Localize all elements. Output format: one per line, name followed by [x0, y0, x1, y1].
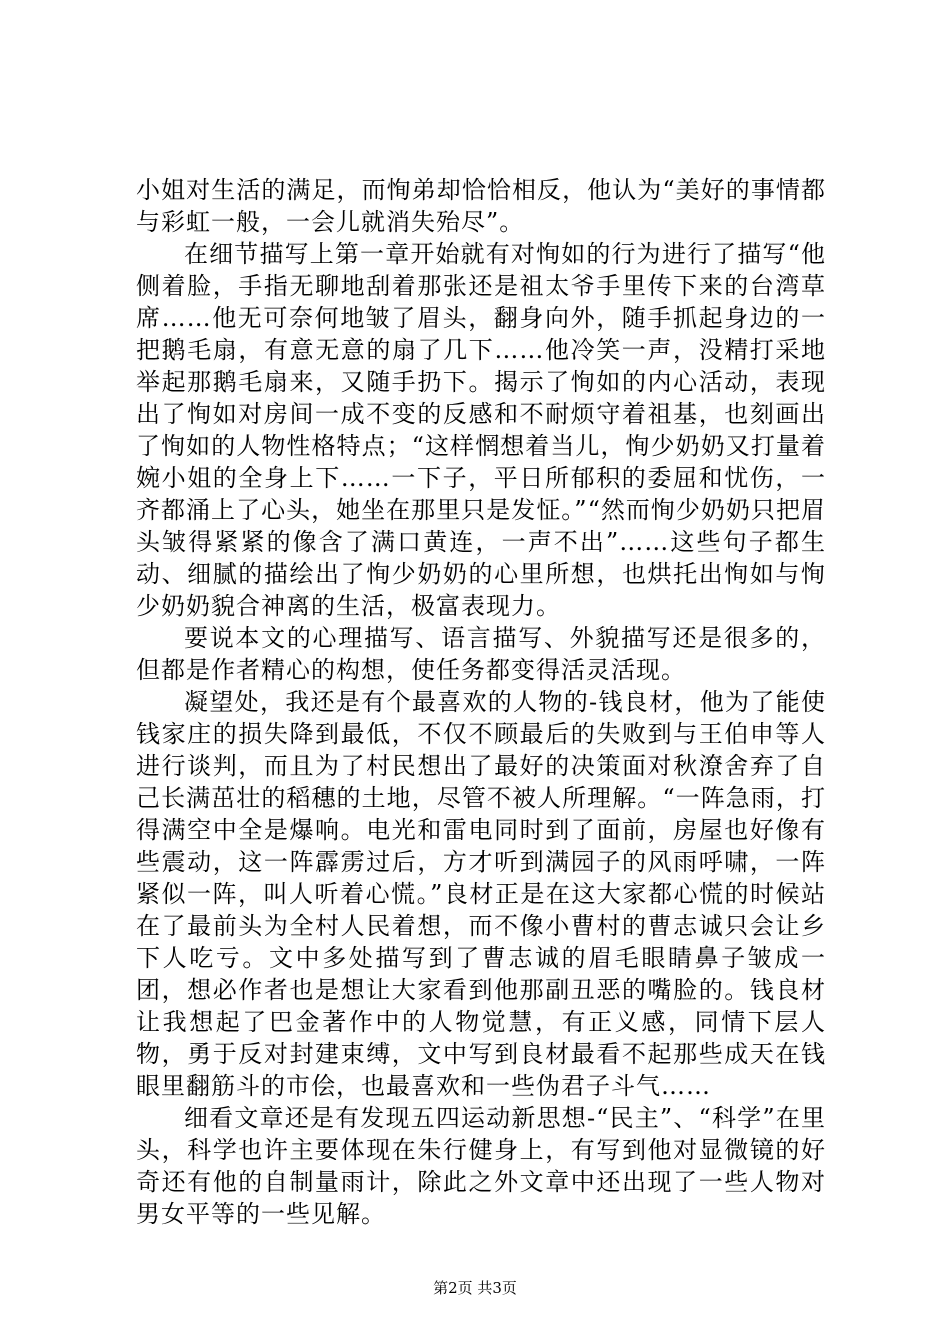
document-body — [136, 174, 826, 1230]
paragraph-3: 要说本文的心理描写、语言描写、外貌描写还是很多的，但都是作者精心的构想，使任务都变得活灵活现。 — [136, 624, 826, 684]
paragraph-4: 凝望处，我还是有个最喜欢的人物的-钱良材，他为了能使钱家庄的损失降到最低，不仅不顾最后的失败到与王伯申等人进行谈判，而且为了村民想出了最好的决策面对秋潦舍弃了自己长满茁壮的稻穗的土地，尽管不被人所理解。“一阵急雨，打得满空中全是爆响。电光和雷电同时到了面前，房屋也好像有些震动，这一阵霹雳过后，方才听到满园子的风雨呼啸，一阵紧似一阵，叫人听着心慌。”良材正是在这大家都心慌的时候站在了最前头为全村人民着想，而不像小曹村的曹志诚只会让乡下人吃亏。文中多处描写到了曹志诚的眉毛眼睛鼻子皱成一团，想必作者也是想让大家看到他那副丑恶的嘴脸的。钱良材让我想起了巴金著作中的人物觉慧，有正义感，同情下层人物，勇于反对封建束缚，文中写到良材最看不起那些成天在钱眼里翻筋斗的市侩，也最喜欢和一些伪君子斗气…… — [136, 688, 826, 1100]
page-footer: 第2页 共3页 — [433, 1279, 517, 1297]
paragraph-1: 小姐对生活的满足，而恂弟却恰恰相反，他认为“美好的事情都与彩虹一般，一会儿就消失殆尽”。 — [136, 176, 826, 236]
paragraph-5: 细看文章还是有发现五四运动新思想-“民主”、“科学”在里头，科学也许主要体现在朱行健身上，有写到他对显微镜的好奇还有他的自制量雨计，除此之外文章中还出现了一些人物对男女平等的一些见解。 — [136, 1104, 826, 1228]
paragraph-2: 在细节描写上第一章开始就有对恂如的行为进行了描写“他侧着脸，手指无聊地刮着那张还是祖太爷手里传下来的台湾草席……他无可奈何地皱了眉头，翻身向外，随手抓起身边的一把鹅毛扇，有意无意的扇了几下……他冷笑一声，没精打采地举起那鹅毛扇来，又随手扔下。揭示了恂如的内心活动，表现出了恂如对房间一成不变的反感和不耐烦守着祖基，也刻画出了恂如的人物性格特点；“这样惘想着当儿，恂少奶奶又打量着婉小姐的全身上下……一下子，平日所郁积的委屈和忧伤，一齐都涌上了心头，她坐在那里只是发怔。”“然而恂少奶奶只把眉头皱得紧紧的像含了满口黄连，一声不出”……这些句子都生动、细腻的描绘出了恂少奶奶的心里所想，也烘托出恂如与恂少奶奶貌合神离的生活，极富表现力。 — [136, 240, 826, 620]
